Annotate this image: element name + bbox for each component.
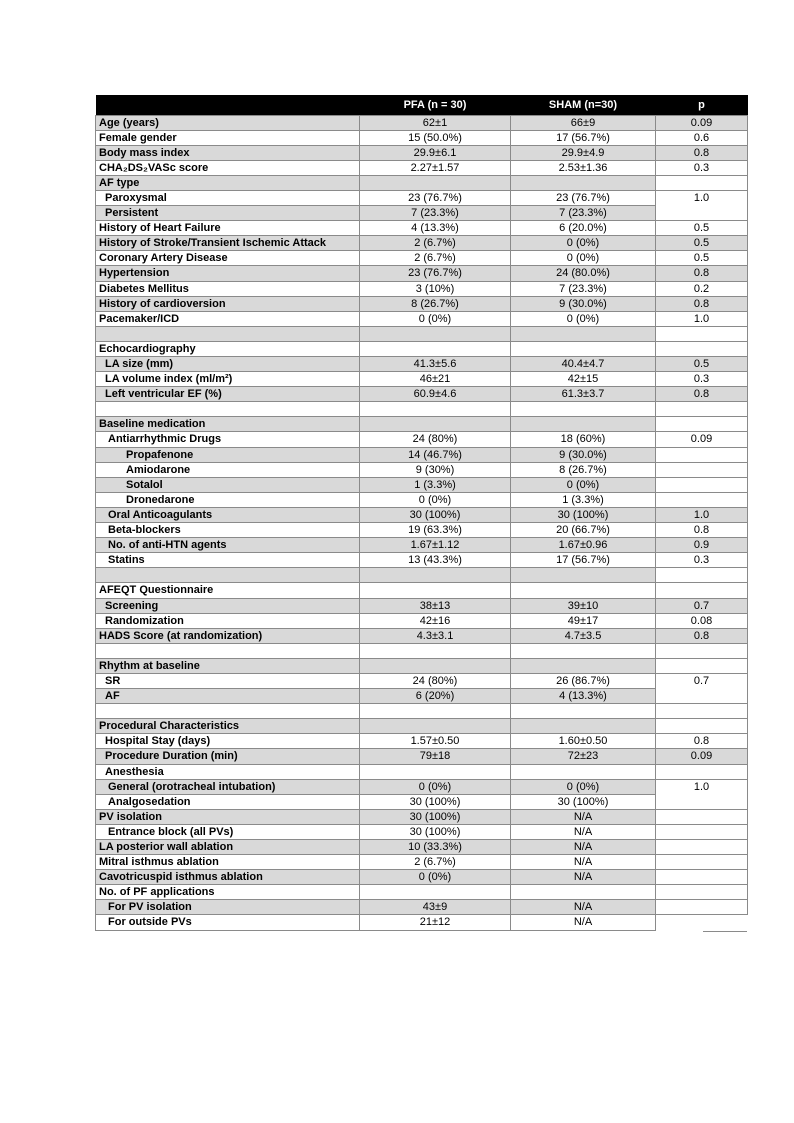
row-label: Pacemaker/ICD [96, 311, 360, 326]
sham-value [511, 764, 656, 779]
p-value [656, 492, 748, 507]
table-row [96, 311, 748, 326]
p-value: 0.09 [656, 115, 748, 130]
pfa-value: 30 (100%) [360, 507, 511, 522]
table-row [96, 115, 748, 130]
table-row [96, 704, 748, 719]
table-row [96, 553, 748, 568]
table-row [96, 749, 748, 764]
table-row [96, 145, 748, 160]
row-label: SR [96, 673, 360, 688]
table-row [96, 357, 748, 372]
table-row [96, 477, 748, 492]
sham-value [511, 719, 656, 734]
sham-value: 40.4±4.7 [511, 357, 656, 372]
pfa-value [360, 704, 511, 719]
pfa-value: 30 (100%) [360, 794, 511, 809]
table-row [96, 824, 748, 839]
row-label: Statins [96, 553, 360, 568]
table-row [96, 160, 748, 175]
p-value [656, 326, 748, 341]
pfa-value: 41.3±5.6 [360, 357, 511, 372]
p-value [656, 477, 748, 492]
p-value: 1.0 [656, 190, 748, 220]
p-value [656, 855, 748, 870]
pfa-value: 23 (76.7%) [360, 266, 511, 281]
pfa-value: 62±1 [360, 115, 511, 130]
p-value [656, 658, 748, 673]
row-label: LA size (mm) [96, 357, 360, 372]
p-value: 0.5 [656, 251, 748, 266]
row-label: Procedure Duration (min) [96, 749, 360, 764]
p-value [656, 719, 748, 734]
row-label: HADS Score (at randomization) [96, 628, 360, 643]
sham-value: 0 (0%) [511, 251, 656, 266]
p-value: 0.8 [656, 387, 748, 402]
p-value: 0.08 [656, 613, 748, 628]
pfa-value [360, 341, 511, 356]
table-row [96, 190, 748, 205]
row-label: Anesthesia [96, 764, 360, 779]
p-value [656, 402, 748, 417]
p-value [656, 870, 748, 885]
sham-value: 66±9 [511, 115, 656, 130]
p-value: 1.0 [656, 507, 748, 522]
row-label [96, 402, 360, 417]
row-label [96, 704, 360, 719]
table-row [96, 915, 748, 930]
table-row [96, 598, 748, 613]
table-row [96, 583, 748, 598]
sham-value: 2.53±1.36 [511, 160, 656, 175]
sham-value: 0 (0%) [511, 236, 656, 251]
table-header [96, 95, 748, 115]
pfa-value [360, 658, 511, 673]
p-value [656, 764, 748, 779]
row-label: Entrance block (all PVs) [96, 824, 360, 839]
sham-value: 6 (20.0%) [511, 221, 656, 236]
header-p-column: p [656, 95, 748, 115]
sham-value [511, 175, 656, 190]
table-row [96, 764, 748, 779]
sham-value: 0 (0%) [511, 477, 656, 492]
table-row [96, 372, 748, 387]
sham-value [511, 417, 656, 432]
sham-value [511, 643, 656, 658]
pfa-value: 2.27±1.57 [360, 160, 511, 175]
header-label-column [96, 95, 360, 115]
table-row [96, 809, 748, 824]
table-row [96, 840, 748, 855]
row-label: AFEQT Questionnaire [96, 583, 360, 598]
sham-value: N/A [511, 809, 656, 824]
table-row [96, 326, 748, 341]
sham-value: 30 (100%) [511, 507, 656, 522]
p-value [656, 809, 748, 824]
row-label [96, 643, 360, 658]
sham-value: N/A [511, 870, 656, 885]
pfa-value: 23 (76.7%) [360, 190, 511, 205]
row-label: Female gender [96, 130, 360, 145]
pfa-value: 24 (80%) [360, 673, 511, 688]
pfa-value [360, 175, 511, 190]
sham-value: N/A [511, 855, 656, 870]
p-value [656, 341, 748, 356]
row-label: History of cardioversion [96, 296, 360, 311]
sham-value: 9 (30.0%) [511, 296, 656, 311]
row-label: AF type [96, 175, 360, 190]
sham-value: 23 (76.7%) [511, 190, 656, 205]
p-value: 0.5 [656, 357, 748, 372]
table-row [96, 673, 748, 688]
pfa-value: 3 (10%) [360, 281, 511, 296]
p-value: 0.9 [656, 538, 748, 553]
table-row [96, 613, 748, 628]
p-value [656, 447, 748, 462]
p-value: 1.0 [656, 311, 748, 326]
sham-value: 39±10 [511, 598, 656, 613]
pfa-value: 29.9±6.1 [360, 145, 511, 160]
p-value [656, 462, 748, 477]
row-label: Persistent [96, 206, 360, 221]
table-row [96, 734, 748, 749]
pfa-value: 21±12 [360, 915, 511, 930]
row-label: Propafenone [96, 447, 360, 462]
pfa-value: 60.9±4.6 [360, 387, 511, 402]
pfa-value [360, 583, 511, 598]
p-value [656, 824, 748, 839]
table-row [96, 462, 748, 477]
p-value: 0.8 [656, 266, 748, 281]
pfa-value [360, 402, 511, 417]
pfa-value: 15 (50.0%) [360, 130, 511, 145]
pfa-value: 2 (6.7%) [360, 251, 511, 266]
p-value [656, 915, 748, 930]
p-value: 1.0 [656, 779, 748, 809]
header-row [96, 95, 748, 115]
table-row [96, 236, 748, 251]
row-label: Randomization [96, 613, 360, 628]
p-value [656, 840, 748, 855]
header-pfa-column: PFA (n = 30) [360, 95, 511, 115]
row-label: Echocardiography [96, 341, 360, 356]
table-row [96, 251, 748, 266]
sham-value: 49±17 [511, 613, 656, 628]
p-value: 0.8 [656, 734, 748, 749]
p-value: 0.3 [656, 372, 748, 387]
pfa-value: 0 (0%) [360, 779, 511, 794]
row-label: Antiarrhythmic Drugs [96, 432, 360, 447]
table-row [96, 779, 748, 794]
table-row [96, 266, 748, 281]
pfa-value: 6 (20%) [360, 689, 511, 704]
sham-value: 72±23 [511, 749, 656, 764]
sham-value: 4 (13.3%) [511, 689, 656, 704]
row-label: Sotalol [96, 477, 360, 492]
table-row [96, 402, 748, 417]
row-label: PV isolation [96, 809, 360, 824]
row-label: Diabetes Mellitus [96, 281, 360, 296]
row-label: For outside PVs [96, 915, 360, 930]
p-value: 0.5 [656, 236, 748, 251]
p-value [656, 175, 748, 190]
pfa-value [360, 885, 511, 900]
sham-value: N/A [511, 840, 656, 855]
row-label: For PV isolation [96, 900, 360, 915]
p-value: 0.7 [656, 673, 748, 703]
table-row [96, 296, 748, 311]
p-value: 0.09 [656, 432, 748, 447]
sham-value: 20 (66.7%) [511, 523, 656, 538]
row-label: Body mass index [96, 145, 360, 160]
table-row [96, 523, 748, 538]
p-value [656, 900, 748, 915]
table-row [96, 507, 748, 522]
table-row [96, 130, 748, 145]
sham-value: 1 (3.3%) [511, 492, 656, 507]
sham-value [511, 568, 656, 583]
sham-value: 4.7±3.5 [511, 628, 656, 643]
pfa-value: 1.57±0.50 [360, 734, 511, 749]
table-row [96, 794, 748, 809]
row-label: LA volume index (ml/m²) [96, 372, 360, 387]
sham-value: 42±15 [511, 372, 656, 387]
sham-value: 29.9±4.9 [511, 145, 656, 160]
table-body [96, 115, 748, 930]
row-label: Coronary Artery Disease [96, 251, 360, 266]
p-value [656, 417, 748, 432]
pfa-value: 79±18 [360, 749, 511, 764]
sham-value [511, 885, 656, 900]
row-label: CHA₂DS₂VASc score [96, 160, 360, 175]
table-row [96, 492, 748, 507]
sham-value: 30 (100%) [511, 794, 656, 809]
pfa-value: 4 (13.3%) [360, 221, 511, 236]
pfa-value: 19 (63.3%) [360, 523, 511, 538]
table-bottom-rule [703, 931, 747, 932]
p-value [656, 704, 748, 719]
table-row [96, 900, 748, 915]
pfa-value: 43±9 [360, 900, 511, 915]
sham-value: 26 (86.7%) [511, 673, 656, 688]
pfa-value [360, 326, 511, 341]
row-label: Baseline medication [96, 417, 360, 432]
pfa-value: 1.67±1.12 [360, 538, 511, 553]
sham-value [511, 583, 656, 598]
table-row [96, 855, 748, 870]
row-label: Analgosedation [96, 794, 360, 809]
pfa-value: 8 (26.7%) [360, 296, 511, 311]
table-row [96, 175, 748, 190]
pfa-value: 30 (100%) [360, 824, 511, 839]
sham-value: 0 (0%) [511, 311, 656, 326]
pfa-value: 10 (33.3%) [360, 840, 511, 855]
sham-value [511, 341, 656, 356]
pfa-value: 0 (0%) [360, 311, 511, 326]
sham-value: N/A [511, 915, 656, 930]
row-label: No. of PF applications [96, 885, 360, 900]
row-label: History of Stroke/Transient Ischemic Attack [96, 236, 360, 251]
row-label: Age (years) [96, 115, 360, 130]
p-value: 0.8 [656, 523, 748, 538]
sham-value [511, 658, 656, 673]
pfa-value: 2 (6.7%) [360, 855, 511, 870]
pfa-value [360, 568, 511, 583]
row-label: Amiodarone [96, 462, 360, 477]
table-row [96, 568, 748, 583]
row-label: General (orotracheal intubation) [96, 779, 360, 794]
pfa-value [360, 719, 511, 734]
table-row [96, 885, 748, 900]
p-value: 0.2 [656, 281, 748, 296]
p-value: 0.8 [656, 145, 748, 160]
baseline-characteristics-table [95, 95, 748, 931]
pfa-value: 9 (30%) [360, 462, 511, 477]
table-row [96, 432, 748, 447]
row-label [96, 568, 360, 583]
row-label: Left ventricular EF (%) [96, 387, 360, 402]
p-value: 0.3 [656, 160, 748, 175]
row-label: No. of anti-HTN agents [96, 538, 360, 553]
row-label: Beta-blockers [96, 523, 360, 538]
row-label: LA posterior wall ablation [96, 840, 360, 855]
table-row [96, 643, 748, 658]
row-label: Paroxysmal [96, 190, 360, 205]
sham-value: 9 (30.0%) [511, 447, 656, 462]
table-row [96, 206, 748, 221]
table-row [96, 719, 748, 734]
table-row [96, 341, 748, 356]
row-label: Cavotricuspid isthmus ablation [96, 870, 360, 885]
pfa-value [360, 643, 511, 658]
p-value [656, 583, 748, 598]
pfa-value: 14 (46.7%) [360, 447, 511, 462]
p-value [656, 643, 748, 658]
row-label [96, 326, 360, 341]
sham-value [511, 704, 656, 719]
row-label: AF [96, 689, 360, 704]
sham-value: 7 (23.3%) [511, 281, 656, 296]
pfa-value [360, 764, 511, 779]
p-value: 0.6 [656, 130, 748, 145]
table-row [96, 689, 748, 704]
pfa-value: 1 (3.3%) [360, 477, 511, 492]
row-label: Oral Anticoagulants [96, 507, 360, 522]
table-row [96, 221, 748, 236]
row-label: Procedural Characteristics [96, 719, 360, 734]
sham-value: 17 (56.7%) [511, 553, 656, 568]
sham-value: N/A [511, 824, 656, 839]
pfa-value: 0 (0%) [360, 492, 511, 507]
p-value: 0.8 [656, 296, 748, 311]
row-label: Dronedarone [96, 492, 360, 507]
table-row [96, 447, 748, 462]
table-row [96, 281, 748, 296]
row-label: Screening [96, 598, 360, 613]
row-label: Mitral isthmus ablation [96, 855, 360, 870]
sham-value: 1.60±0.50 [511, 734, 656, 749]
sham-value [511, 326, 656, 341]
pfa-value: 30 (100%) [360, 809, 511, 824]
table-row [96, 870, 748, 885]
p-value [656, 885, 748, 900]
sham-value: 8 (26.7%) [511, 462, 656, 477]
p-value: 0.8 [656, 628, 748, 643]
sham-value: 18 (60%) [511, 432, 656, 447]
pfa-value: 0 (0%) [360, 870, 511, 885]
table-row [96, 628, 748, 643]
pfa-value: 13 (43.3%) [360, 553, 511, 568]
sham-value: 7 (23.3%) [511, 206, 656, 221]
row-label: History of Heart Failure [96, 221, 360, 236]
table-row [96, 417, 748, 432]
p-value: 0.3 [656, 553, 748, 568]
pfa-value: 2 (6.7%) [360, 236, 511, 251]
pfa-value: 42±16 [360, 613, 511, 628]
header-sham-column: SHAM (n=30) [511, 95, 656, 115]
pfa-value [360, 417, 511, 432]
sham-value: 0 (0%) [511, 779, 656, 794]
pfa-value: 24 (80%) [360, 432, 511, 447]
pfa-value: 7 (23.3%) [360, 206, 511, 221]
sham-value: N/A [511, 900, 656, 915]
sham-value: 61.3±3.7 [511, 387, 656, 402]
sham-value [511, 402, 656, 417]
table-row [96, 387, 748, 402]
sham-value: 17 (56.7%) [511, 130, 656, 145]
p-value: 0.5 [656, 221, 748, 236]
table-row [96, 538, 748, 553]
pfa-value: 46±21 [360, 372, 511, 387]
row-label: Hypertension [96, 266, 360, 281]
pfa-value: 38±13 [360, 598, 511, 613]
table-row [96, 658, 748, 673]
p-value: 0.7 [656, 598, 748, 613]
row-label: Rhythm at baseline [96, 658, 360, 673]
pfa-value: 4.3±3.1 [360, 628, 511, 643]
p-value [656, 568, 748, 583]
sham-value: 1.67±0.96 [511, 538, 656, 553]
row-label: Hospital Stay (days) [96, 734, 360, 749]
p-value: 0.09 [656, 749, 748, 764]
sham-value: 24 (80.0%) [511, 266, 656, 281]
